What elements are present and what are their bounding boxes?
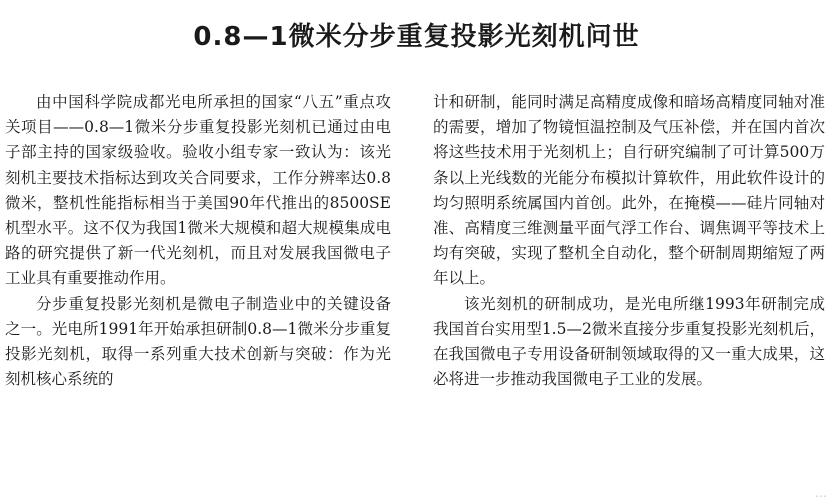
article-title: 0.8—1微米分步重复投影光刻机问世	[193, 22, 640, 52]
paragraph: 该光刻机的研制成功，是光电所继1993年研制完成我国首台实用型1.5—2微米直接分步重复投影光刻机后，在我国微电子专用设备研制领域取得的又一重大成果，这必将进一步推动我国微电子工业的发展。	[433, 294, 825, 389]
right-column	[433, 90, 825, 392]
watermark: …	[815, 486, 827, 500]
paragraph: 分步重复投影光刻机是微电子制造业中的关键设备之一。光电所1991年开始承担研制0.8—1微米分步重复投影光刻机，取得一系列重大技术创新与突破：作为光刻机核心系统的	[5, 294, 391, 389]
paragraph: 由中国科学院成都光电所承担的国家“八五”重点攻关项目——0.8—1微米分步重复投影光刻机已通过由电子部主持的国家级验收。验收小组专家一致认为：该光刻机主要技术指标达到攻关合同要求，工作分辨率达0.8微米，整机性能指标相当于美国90年代推出的8500SE机型水平。这不仅为我国1微米大规模和超大规模集成电路的研究提供了新一代光刻机，而且对发展我国微电子工业具有重要推动作用。	[5, 93, 391, 288]
paragraph: 计和研制，能同时满足高精度成像和暗场高精度同轴对准的需要，增加了物镜恒温控制及气压补偿，并在国内首次将这些技术用于光刻机上；自行研究编制了可计算500万条以上光线数的光能分布模拟计算软件，用此软件设计的均匀照明系统属国内首创。此外，在掩模——硅片同轴对准、高精度三维测量平面气浮工作台、调焦调平等技术上均有突破，实现了整机全自动化，整个研制周期缩短了两年以上。	[433, 93, 825, 288]
left-column	[5, 90, 391, 392]
